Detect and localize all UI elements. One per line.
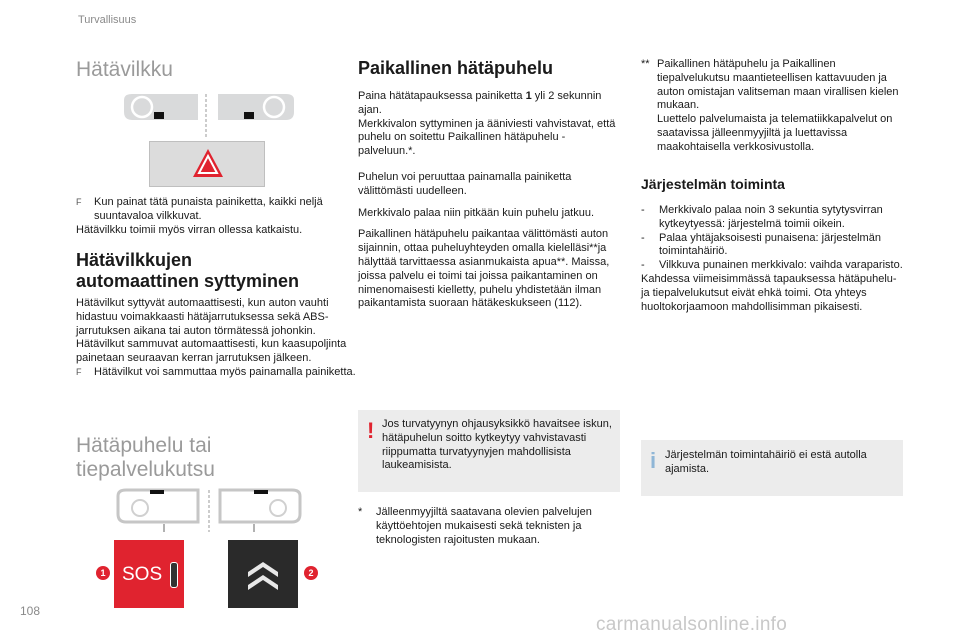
local-call-text [358, 90, 620, 311]
hazard-paragraph: Hätävilkku toimii myös virran ollessa katkaistu. [76, 223, 303, 236]
local-call-paragraph-4: Paikallinen hätäpuhelu paikantaa välittömästi auton sijainnin, ottaa puheluyhteyden omalla kielelläsi**ja hälyttää tarvittaessa asianmukaista apua**. Maissa, joissa palvelu ei toimi tai joissa paikantaminen on nimenomaisesti kielletty, puhelu yhdistetään ilman paikantamista suoraan hätäkeskukseen (112). [358, 228, 610, 310]
system-item-1: - Merkkivalo palaa noin 3 sekuntia sytytysvirran kytkeytyessä: järjestelmä toimii oikein. [641, 204, 883, 230]
info-box [641, 440, 903, 496]
callout-1: 1 [96, 566, 110, 580]
hazard-bullet: F Kun painat tätä punaista painiketta, kaikki neljä suuntavaloa vilkkuvat. [76, 196, 323, 222]
watermark: carmanualsonline.info [596, 614, 788, 635]
system-item-2: - Palaa yhtäjaksoisesti punaisena: järjestelmän toimintahäiriö. [641, 231, 881, 258]
hazard-title: Hätävilkku [76, 58, 173, 81]
auto-hazard-text [76, 297, 358, 380]
local-call-paragraph-2: Puhelun voi peruuttaa painamalla painiketta välittömästi uudelleen. [358, 170, 572, 197]
sos-label: SOS [122, 564, 163, 585]
info-icon: i [650, 448, 657, 473]
auto-hazard-paragraph-1: Hätävilkut syttyvät automaattisesti, kun auton vauhti hidastuu voimakkaasti hätäjarrutuksessa sekä ABS-jarrutuksen aikana tai auton törmätessä johonkin. [76, 297, 329, 337]
section-label: Turvallisuus [78, 14, 137, 26]
overhead-console-illustration [114, 488, 304, 534]
dashboard-illustration [118, 92, 300, 140]
system-paragraph: Kahdessa viimeisimmässä tapauksessa hätäpuhelu- ja tiepalvelukutsut eivät ehkä toimi. Ota yhteys huoltokorjaamoon mahdollisimman pikaisesti. [641, 272, 897, 313]
brand-chevrons-icon [245, 556, 281, 592]
system-item-3: - Vilkkuva punainen merkkivalo: vaihda varaparisto. [641, 259, 903, 272]
emergency-call-title: Hätäpuhelu tai tiepalvelukutsu [76, 434, 215, 481]
auto-hazard-paragraph-2: Hätävilkut sammuvat automaattisesti, kun kaasupoljinta painetaan seuraavan kerran jarrutuksen jälkeen. [76, 338, 347, 365]
warning-box [358, 410, 620, 492]
hazard-text [76, 196, 356, 237]
auto-hazard-bullet: F Hätävilkut voi sammuttaa myös painamalla painiketta. [76, 365, 356, 378]
local-emergency-call-title: Paikallinen hätäpuhelu [358, 58, 554, 78]
local-call-paragraph-1: Paina hätätapauksessa painiketta 1 yli 2 sekunnin ajan. [358, 90, 602, 116]
callout-2: 2 [304, 566, 318, 580]
warning-text: Jos turvatyynyn ohjausyksikkö havaitsee iskun, hätäpuhelun soitto kytkeytyy vahvistavasti riippumatta turvatyynyjen mahdollisista laukeamisista. [382, 418, 612, 472]
sos-indicator [170, 562, 178, 588]
auto-hazard-title: Hätävilkkujen automaattinen syttyminen [76, 250, 300, 291]
hazard-button[interactable] [149, 141, 265, 187]
local-call-paragraph-3: Merkkivalo palaa niin pitkään kuin puhelu jatkuu. [358, 206, 595, 219]
info-text: Järjestelmän toimintahäiriö ei estä autolla ajamista. [665, 449, 867, 475]
footnote: * Jälleenmyyjiltä saatavana olevien palvelujen käyttöehtojen mukaisesti sekä teknisten ja teknologisten rajoitusten mukaan. [358, 506, 592, 546]
local-call-paragraph-1b: Merkkivalon syttyminen ja ääniviesti vahvistavat, että puhelu on soitettu Paikallinen hätäpuhelu -palveluun.*. [358, 117, 616, 158]
system-operation-text [641, 204, 906, 314]
system-operation-title: Järjestelmän toiminta [641, 176, 785, 192]
footnote-double: ** Paikallinen hätäpuhelu ja Paikallinen tiepalvelukutsu maantieteellisen kattavuuden ja auton omistajan valitseman maan virallisen kielen mukaan. Luettelo palvelumaista ja telematiikkapalvelut on saatavissa jälleenmyyjiltä ja luettavissa maakohtaisella verkkosivustolla. [641, 58, 899, 153]
sos-button[interactable] [114, 540, 184, 608]
page-number: 108 [20, 604, 41, 618]
warning-icon: ! [367, 418, 375, 443]
assistance-button[interactable] [228, 540, 298, 608]
hazard-triangle-icon [192, 148, 224, 178]
